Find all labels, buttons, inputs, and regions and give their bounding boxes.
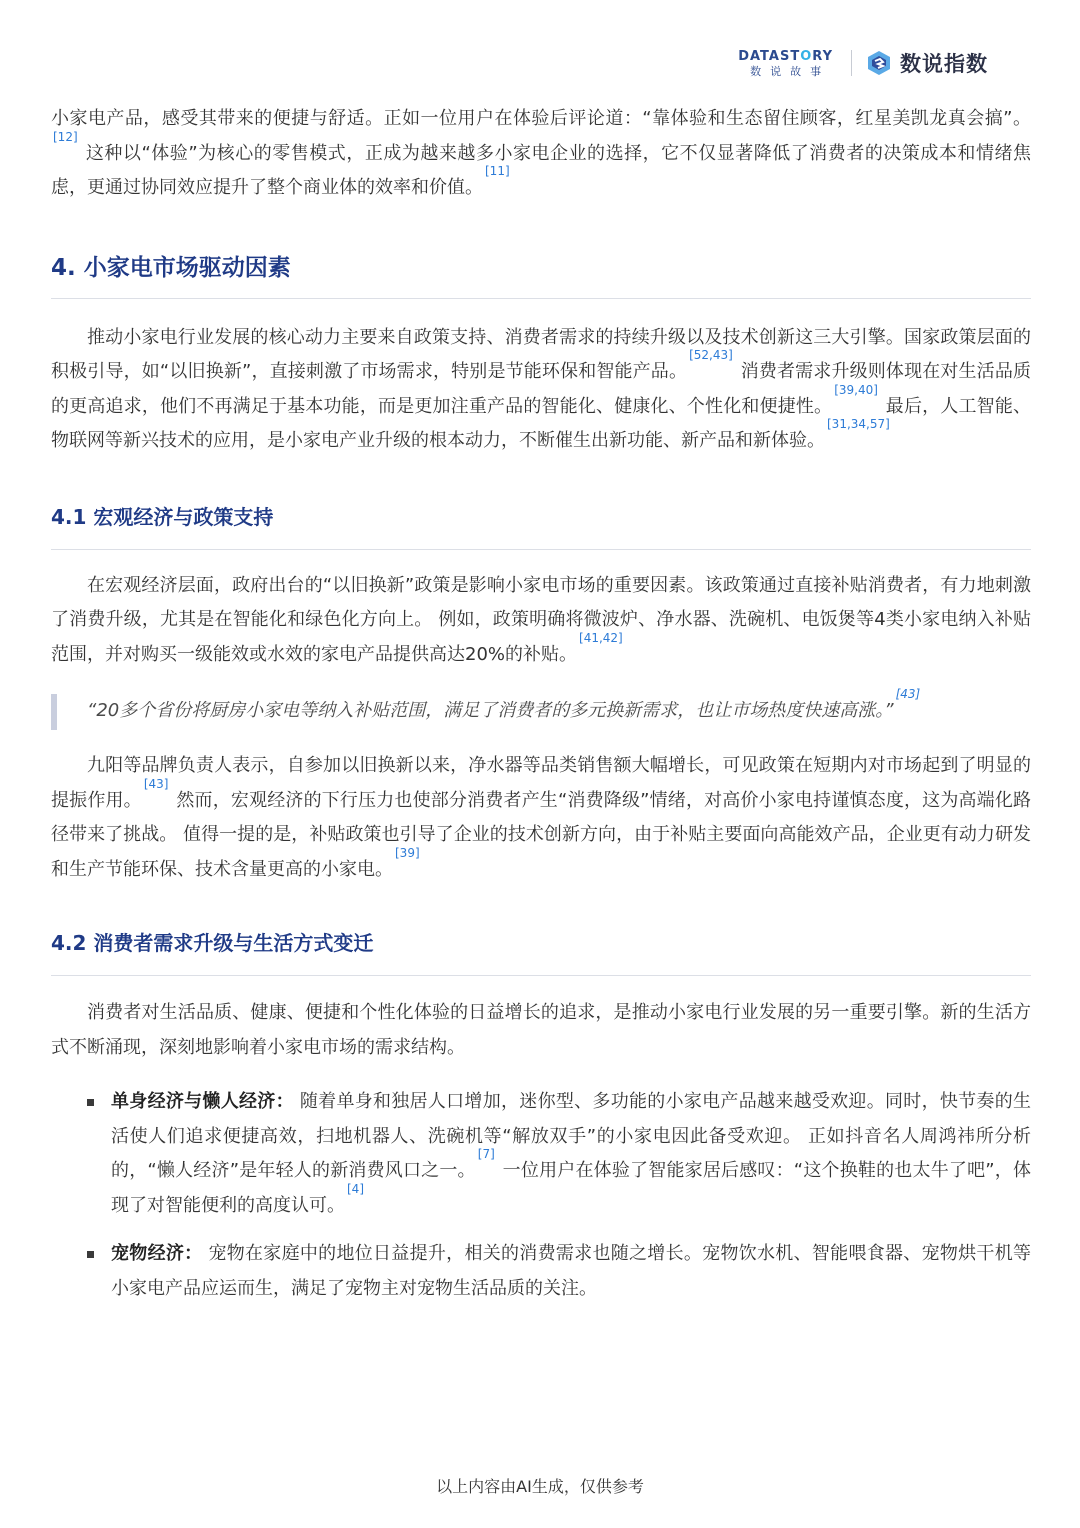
text-run: 然而，宏观经济的下行压力也使部分消费者产生“消费降级”情绪，对高价小家电持谨慎态度，这为高端化路径带来了挑战。 值得一提的是，补贴政策也引导了企业的技术创新方向，由于补贴主要面向高能效产品，企业更有动力研发和生产节能环保、技术含量更高的小家电。 (51, 789, 1032, 880)
bullet-list (51, 1085, 1031, 1306)
text-run: 九阳等品牌负责人表示，自参加以旧换新以来，净水器等品类销售额大幅增长，可见政策在短期内对市场起到了明显的提振作用。 (51, 755, 1031, 811)
quote-bar (51, 694, 57, 730)
text-run: 一位用户在体验了智能家居后感叹：“这个换鞋的也太牛了吧”，体现了对智能便利的高度认可。 (111, 1160, 1031, 1216)
citation-ref[interactable]: [7] (477, 1147, 495, 1161)
citation-ref[interactable]: [11] (485, 164, 510, 178)
citation-ref[interactable]: [41,42] (579, 630, 623, 645)
page-header (738, 48, 988, 78)
list-item (51, 1085, 1031, 1223)
logo-en-part: RY (812, 48, 833, 64)
text-run: 随着单身和独居人口增加，迷你型、多功能的小家电产品越来越受欢迎。同时，快节奏的生活使人们追求便捷高效，扫地机器人、洗碗机等“解放双手”的小家电因此备受欢迎。 正如抖音名人周鸿祎所分析的，“懒人经济”是年轻人的新消费风口之一。 (111, 1091, 1032, 1181)
text-run: 在宏观经济层面，政府出台的“以旧换新”政策是影响小家电市场的重要因素。该政策通过直接补贴消费者，有力地刺激了消费升级，尤其是在智能化和绿色化方向上。 例如，政策明确将微波炉、净水器、洗碗机、电饭煲等4类小家电纳入补贴范围，并对购买一级能效或水效的家电产品提供高达20%的补贴。 (51, 574, 1031, 665)
citation-ref[interactable]: [43] (143, 776, 169, 791)
header-divider (851, 50, 852, 76)
citation-ref[interactable]: [4] (347, 1181, 364, 1196)
section-4-2-paragraph: 消费者对生活品质、健康、便捷和个性化体验的日益增长的追求，是推动小家电行业发展的另一重要引擎。新的生活方式不断涌现，深刻地影响着小家电市场的需求结构。 (51, 1002, 1031, 1058)
blockquote (51, 687, 1031, 728)
section-4-1-paragraph-2 (51, 749, 1031, 887)
ai-disclaimer: 以上内容由AI生成，仅供参考 (436, 1477, 644, 1496)
citation-ref[interactable]: [43] (895, 687, 921, 701)
text-run: 消费者需求升级则体现在对生活品质的更高追求，他们不再满足于基本功能，而是更加注重产品的智能化、健康化、个性化和便捷性。 (51, 361, 1031, 417)
section-4-title: 4. 小家电市场驱动因素 (51, 254, 291, 281)
text-run: 推动小家电行业发展的核心动力主要来自政策支持、消费者需求的持续升级以及技术创新这三大引擎。国家政策层面的积极引导，如“以旧换新”，直接刺激了市场需求，特别是节能环保和智能产品。 (51, 326, 1031, 382)
logo-en-o: O (800, 48, 813, 64)
logo-cn: 数说故事 (750, 64, 831, 78)
bullet-term: 宠物经济： (111, 1243, 203, 1264)
section-4-paragraph (51, 321, 1031, 459)
text-run: 最后，人工智能、物联网等新兴技术的应用，是小家电产业升级的根本动力，不断催生出新功能、新产品和新体验。 (51, 395, 1031, 451)
datastory-logo (738, 50, 833, 77)
list-item (51, 1237, 1031, 1306)
section-4-2-title: 4.2 消费者需求升级与生活方式变迁 (51, 931, 374, 955)
quote-text: “20多个省份将厨房小家电等纳入补贴范围，满足了消费者的多元换新需求，也让市场热度快速高涨。” (87, 700, 894, 721)
document-body (51, 102, 1031, 1306)
section-4-1-paragraph-1 (51, 569, 1031, 673)
citation-ref[interactable]: [31,34,57] (827, 417, 890, 431)
logo-en-part: DATAST (738, 48, 801, 64)
shuoshuo-brand-icon (866, 50, 892, 76)
bullet-square-icon (87, 1251, 94, 1258)
citation-ref[interactable]: [39] (395, 845, 420, 860)
text-run: 这种以“体验”为核心的零售模式，正成为越来越多小家电企业的选择，它不仅显著降低了消费者的决策成本和情绪焦虑，更通过协同效应提升了整个商业体的效率和价值。 (51, 142, 1031, 198)
citation-ref[interactable]: [39,40] (834, 382, 878, 397)
citation-ref[interactable]: [12] (53, 129, 78, 144)
text-run: 宠物在家庭中的地位日益提升，相关的消费需求也随之增长。宠物饮水机、智能喂食器、宠物烘干机等小家电产品应运而生，满足了宠物主对宠物生活品质的关注。 (111, 1243, 1032, 1299)
bullet-term: 单身经济与懒人经济： (111, 1091, 294, 1112)
section-4-1-title: 4.1 宏观经济与政策支持 (51, 504, 274, 529)
text-run: 小家电产品，感受其带来的便捷与舒适。正如一位用户在体验后评论道：“靠体验和生态留住顾客，红星美凯龙真会搞”。 (51, 108, 1031, 129)
bullet-square-icon (87, 1099, 94, 1106)
brand-name: 数说指数 (900, 52, 988, 76)
intro-paragraph (51, 102, 1031, 206)
citation-ref[interactable]: [52,43] (689, 348, 733, 362)
